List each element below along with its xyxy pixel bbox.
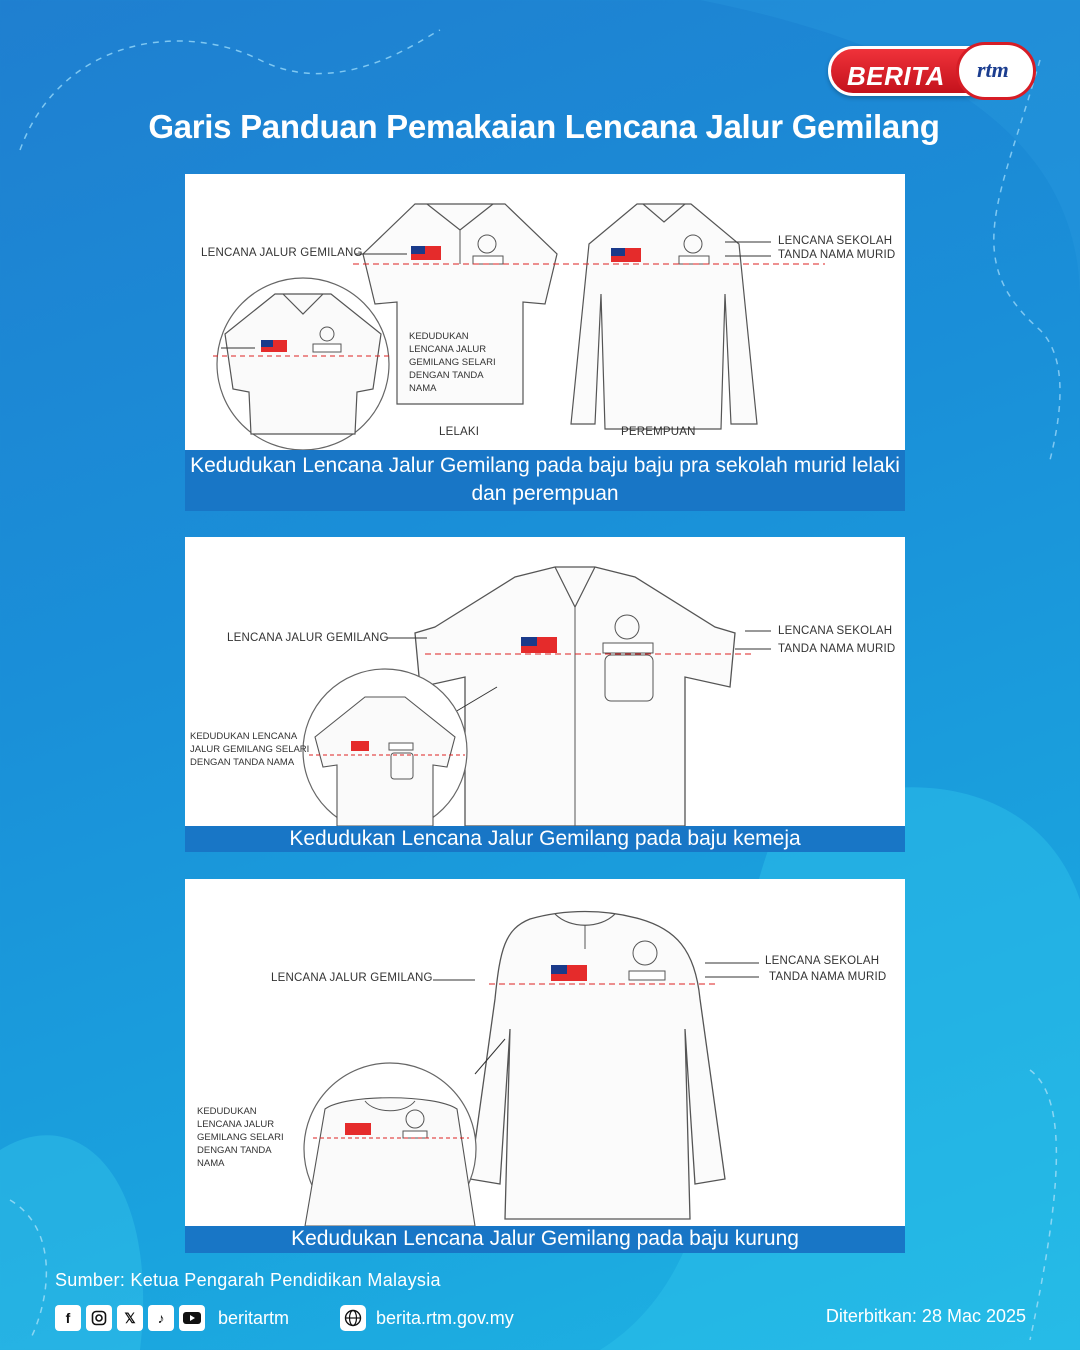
facebook-icon[interactable]: f: [55, 1305, 81, 1331]
berita-rtm-logo: [828, 42, 1038, 100]
source-text: Sumber: Ketua Pengarah Pendidikan Malaysia: [55, 1270, 441, 1290]
panel-kurung: [185, 879, 905, 1226]
label-lencana-sekolah: LENCANA SEKOLAH: [778, 625, 893, 637]
label-lencana-jalur-gemilang: LENCANA JALUR GEMILANG: [227, 632, 389, 644]
tiktok-icon[interactable]: ♪: [148, 1305, 174, 1331]
page-title: Garis Panduan Pemakaian Lencana Jalur Gemilang: [148, 108, 940, 145]
website-link[interactable]: [340, 1305, 514, 1331]
label-inset-note: KEDUDUKAN LENCANA JALUR GEMILANG SELARI DENGAN TANDA NAMA: [409, 331, 496, 394]
label-lencana-sekolah: LENCANA SEKOLAH: [778, 235, 893, 247]
caption-kurung: Kedudukan Lencana Jalur Gemilang pada baju kurung: [185, 1226, 905, 1253]
label-inset-note: KEDUDUKAN LENCANA JALUR GEMILANG SELARI DENGAN TANDA NAMA: [197, 1106, 284, 1169]
label-lencana-jalur-gemilang: LENCANA JALUR GEMILANG: [201, 247, 363, 259]
panel-preschool-shirts: [185, 174, 905, 450]
social-links: [55, 1305, 289, 1331]
published-date: Diterbitkan: 28 Mac 2025: [825, 1306, 1026, 1326]
label-lencana-jalur-gemilang: LENCANA JALUR GEMILANG: [271, 972, 433, 984]
label-perempuan: PEREMPUAN: [621, 426, 696, 438]
label-lencana-sekolah: LENCANA SEKOLAH: [765, 955, 880, 967]
label-tanda-nama-murid: TANDA NAMA MURID: [778, 643, 896, 655]
x-icon[interactable]: 𝕏: [117, 1305, 143, 1331]
caption-kemeja: Kedudukan Lencana Jalur Gemilang pada baju kemeja: [185, 826, 905, 852]
label-inset-note: KEDUDUKAN LENCANA JALUR GEMILANG SELARI DENGAN TANDA NAMA: [190, 731, 310, 768]
kurung-illustration: [185, 879, 905, 1226]
caption-preschool: Kedudukan Lencana Jalur Gemilang pada baju baju pra sekolah murid lelaki dan perempuan: [185, 450, 905, 511]
preschool-shirts-illustration: [185, 174, 905, 450]
instagram-icon[interactable]: [86, 1305, 112, 1331]
label-tanda-nama-murid: TANDA NAMA MURID: [769, 971, 887, 983]
label-tanda-nama-murid: TANDA NAMA MURID: [778, 249, 896, 261]
social-handle[interactable]: beritartm: [218, 1307, 290, 1328]
globe-icon: [340, 1305, 366, 1331]
website-url[interactable]: berita.rtm.gov.my: [376, 1307, 514, 1328]
logo-mark: rtm: [977, 57, 1009, 82]
label-lelaki: LELAKI: [439, 426, 480, 438]
panel-kemeja: [185, 537, 905, 826]
youtube-icon[interactable]: [179, 1305, 205, 1331]
logo-text: BERITA: [847, 61, 945, 91]
logo-circle: [956, 42, 1036, 100]
kemeja-illustration: [185, 537, 905, 826]
